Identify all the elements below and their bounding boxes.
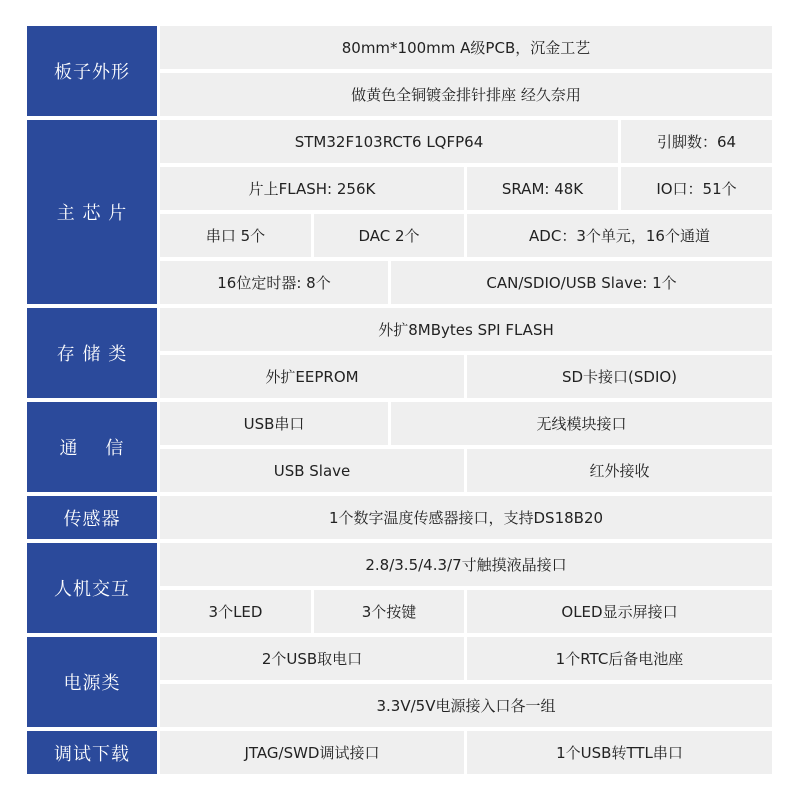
- cell-led: 3个LED: [160, 590, 311, 633]
- cell-spi-flash: 外扩8MBytes SPI FLASH: [160, 308, 772, 351]
- category-board-shape: 板子外形: [27, 26, 157, 116]
- cell-usb-slave: USB Slave: [160, 449, 464, 492]
- cell-jtag-swd: JTAG/SWD调试接口: [160, 731, 464, 774]
- category-storage: 存 储 类: [27, 308, 157, 398]
- cell-can-sdio-usb: CAN/SDIO/USB Slave: 1个: [391, 261, 772, 304]
- cell-usb-power: 2个USB取电口: [160, 637, 464, 680]
- cell-chip-model: STM32F103RCT6 LQFP64: [160, 120, 618, 163]
- category-sensor: 传感器: [27, 496, 157, 539]
- category-main-chip: 主 芯 片: [27, 120, 157, 304]
- cell-power-input: 3.3V/5V电源接入口各一组: [160, 684, 772, 727]
- cell-infrared: 红外接收: [467, 449, 772, 492]
- cell-usb-serial: USB串口: [160, 402, 388, 445]
- cell-oled: OLED显示屏接口: [467, 590, 772, 633]
- cell-sd-card: SD卡接口(SDIO): [467, 355, 772, 398]
- category-power: 电源类: [27, 637, 157, 727]
- cell-pin-count: 引脚数：64: [621, 120, 772, 163]
- cell-board-size: 80mm*100mm A级PCB，沉金工艺: [160, 26, 772, 69]
- cell-keys: 3个按键: [314, 590, 464, 633]
- cell-usb-ttl: 1个USB转TTL串口: [467, 731, 772, 774]
- category-communication: 通 信: [27, 402, 157, 492]
- cell-uart: 串口 5个: [160, 214, 311, 257]
- cell-wireless: 无线模块接口: [391, 402, 772, 445]
- cell-flash: 片上FLASH: 256K: [160, 167, 464, 210]
- cell-lcd: 2.8/3.5/4.3/7寸触摸液晶接口: [160, 543, 772, 586]
- cell-io: IO口：51个: [621, 167, 772, 210]
- cell-timers: 16位定时器: 8个: [160, 261, 388, 304]
- cell-dac: DAC 2个: [314, 214, 464, 257]
- cell-adc: ADC：3个单元，16个通道: [467, 214, 772, 257]
- cell-sram: SRAM: 48K: [467, 167, 618, 210]
- category-debug: 调试下载: [27, 731, 157, 774]
- cell-temp-sensor: 1个数字温度传感器接口，支持DS18B20: [160, 496, 772, 539]
- cell-board-headers: 做黄色全铜镀金排针排座 经久奈用: [160, 73, 772, 116]
- cell-eeprom: 外扩EEPROM: [160, 355, 464, 398]
- category-hmi: 人机交互: [27, 543, 157, 633]
- cell-rtc-battery: 1个RTC后备电池座: [467, 637, 772, 680]
